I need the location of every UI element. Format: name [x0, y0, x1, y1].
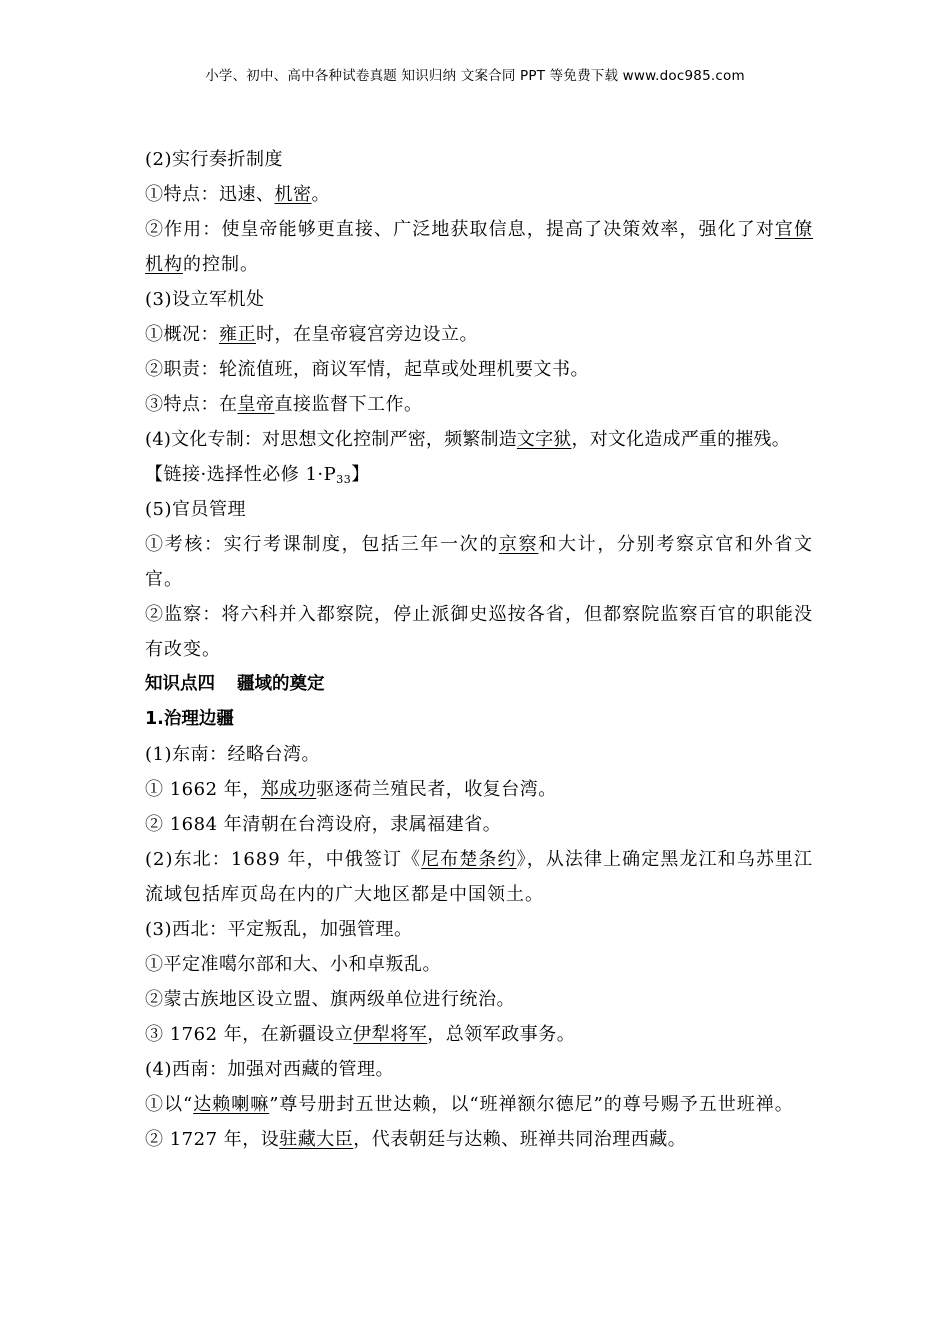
subsection-heading: 1.治理边疆 — [145, 709, 234, 729]
text-paragraph: ①以“达赖喇嘛”尊号册封五世达赖，以“班禅额尔德尼”的尊号赐予五世班禅。 — [145, 1094, 794, 1115]
document-body — [145, 142, 813, 1157]
link-reference: 【链接·选择性必修 $1\cdot P_{33}$】 — [145, 464, 370, 486]
text-line: ①平定准噶尔部和大、小和卓叛乱。 — [145, 954, 441, 975]
underlined-term: 郑成功 — [260, 779, 317, 800]
underlined-term: 尼布楚条约 — [421, 849, 517, 870]
text-line: (1)东南：经略台湾。 — [145, 744, 320, 765]
text-line: (3)设立军机处 — [145, 289, 265, 310]
underlined-term: 文字狱 — [516, 429, 572, 450]
page-header: 小学、初中、高中各种试卷真题 知识归纳 文案合同 PPT 等免费下载 www.doc985.com — [205, 68, 745, 84]
text-line: ①概况：雍正时，在皇帝寝宫旁边设立。 — [145, 324, 478, 345]
text-line: ② 1727 年，设驻藏大臣，代表朝廷与达赖、班禅共同治理西藏。 — [145, 1129, 687, 1150]
text-line: ②蒙古族地区设立盟、旗两级单位进行统治。 — [145, 989, 515, 1010]
text-paragraph: ②监察：将六科并入都察院，停止派御史巡按各省，但都察院监察百官的职能没有改变。 — [145, 604, 813, 660]
underlined-term: 官僚机构 — [145, 219, 814, 275]
text-paragraph: (2)东北：1689 年，中俄签订《尼布楚条约》，从法律上确定黑龙江和乌苏里江流域包括库页岛在内的广大地区都是中国领土。 — [145, 849, 813, 905]
text-line: ②职责：轮流值班，商议军情，起草或处理机要文书。 — [145, 359, 589, 380]
underlined-term: 皇帝 — [237, 394, 275, 415]
text-line: ① 1662 年，郑成功驱逐荷兰殖民者，收复台湾。 — [145, 779, 557, 800]
text-line: (5)官员管理 — [145, 499, 246, 520]
section-heading: 知识点四 疆域的奠定 — [145, 674, 325, 694]
text-paragraph: ①考核：实行考课制度，包括三年一次的京察和大计，分别考察京官和外省文官。 — [145, 534, 814, 590]
text-line: ② 1684 年清朝在台湾设府，隶属福建省。 — [145, 814, 502, 835]
text-line: (4)文化专制：对思想文化控制严密，频繁制造文字狱，对文化造成严重的摧残。 — [145, 429, 790, 450]
underlined-term: 机密 — [274, 184, 312, 205]
text-line: ①特点：迅速、机密。 — [145, 184, 330, 205]
text-line: ③ 1762 年，在新疆设立伊犁将军，总领军政事务。 — [145, 1024, 576, 1045]
underlined-term: 雍正 — [219, 324, 256, 345]
text-paragraph: ②作用：使皇帝能够更直接、广泛地获取信息，提高了决策效率，强化了对官僚机构的控制。 — [145, 219, 814, 275]
underlined-term: 京察 — [499, 534, 539, 555]
text-line: (4)西南：加强对西藏的管理。 — [145, 1059, 394, 1080]
text-line: (3)西北：平定叛乱，加强管理。 — [145, 919, 413, 940]
underlined-term: 驻藏大臣 — [279, 1129, 354, 1150]
underlined-term: 达赖喇嘛 — [193, 1094, 270, 1115]
text-line: (2)实行奏折制度 — [145, 149, 283, 170]
text-line: ③特点：在皇帝直接监督下工作。 — [145, 394, 423, 415]
underlined-term: 伊犁将军 — [353, 1024, 428, 1045]
